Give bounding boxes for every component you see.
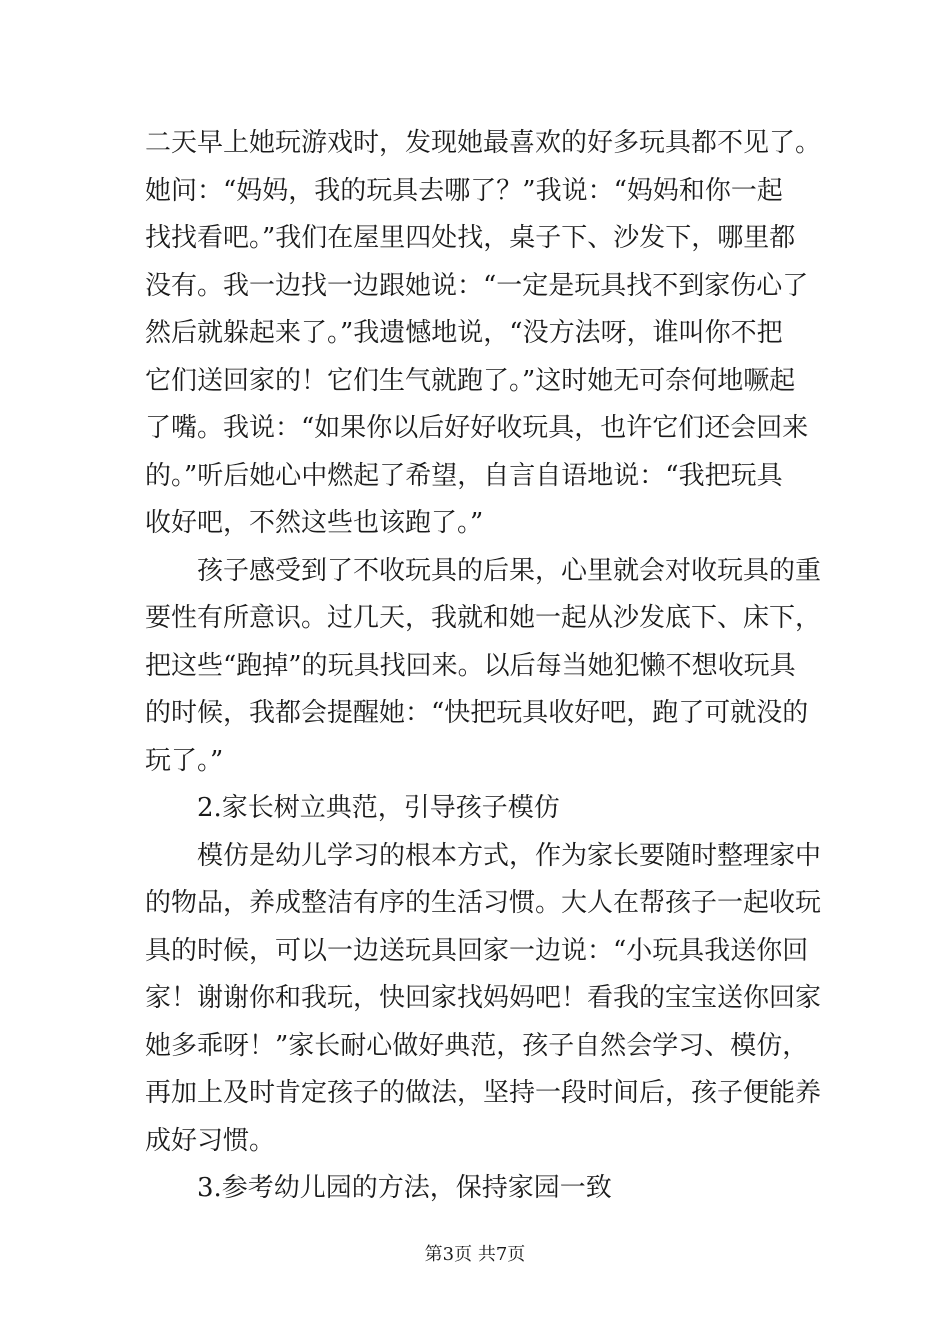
text-line: 她多乖呀！”家长耐心做好典范，孩子自然会学习、模仿， — [145, 1030, 809, 1061]
text-line: 了嘴。我说：“如果你以后好好收玩具，也许它们还会回来 — [145, 413, 809, 443]
text-line: 成好习惯。 — [145, 1125, 276, 1156]
text-line: 她问：“妈妈，我的玩具去哪了？”我说：“妈妈和你一起 — [145, 175, 783, 206]
page-number-footer: 第3页 共7页 — [424, 1244, 526, 1265]
text-line: 把这些“跑掉”的玩具找回来。以后每当她犯懒不想收玩具 — [145, 650, 796, 681]
text-line: 收好吧，不然这些也该跑了。” — [145, 508, 484, 538]
text-line: 然后就躲起来了。”我遗憾地说，“没方法呀，谁叫你不把 — [145, 318, 783, 348]
text-line: 具的时候，可以一边送玩具回家一边说：“小玩具我送你回 — [145, 935, 809, 966]
section-heading: 3.参考幼儿园的方法，保持家园一致 — [197, 1173, 612, 1203]
text-line: 二天早上她玩游戏时，发现她最喜欢的好多玩具都不见了。 — [145, 128, 822, 158]
text-line: 再加上及时肯定孩子的做法，坚持一段时间后，孩子便能养 — [145, 1078, 822, 1108]
text-line: 它们送回家的！它们生气就跑了。”这时她无可奈何地噘起 — [145, 365, 796, 396]
document-body — [145, 120, 822, 1213]
text-line: 玩了。” — [145, 745, 224, 776]
section-heading: 2.家长树立典范，引导孩子模仿 — [197, 793, 560, 823]
text-line: 的物品，养成整洁有序的生活习惯。大人在帮孩子一起收玩 — [145, 888, 822, 918]
paragraph-start-line: 孩子感受到了不收玩具的后果，心里就会对收玩具的重 — [197, 555, 822, 586]
text-line: 的时候，我都会提醒她：“快把玩具收好吧，跑了可就没的 — [145, 698, 809, 728]
text-line: 没有。我一边找一边跟她说：“一定是玩具找不到家伤心了 — [145, 270, 809, 301]
text-line: 家！谢谢你和我玩，快回家找妈妈吧！看我的宝宝送你回家 — [145, 983, 822, 1013]
paragraph-start-line: 模仿是幼儿学习的根本方式，作为家长要随时整理家中 — [197, 840, 822, 871]
text-line: 找找看吧。”我们在屋里四处找，桌子下、沙发下，哪里都 — [145, 223, 796, 253]
text-line: 要性有所意识。过几天，我就和她一起从沙发底下、床下， — [145, 603, 822, 633]
text-line: 的。”听后她心中燃起了希望，自言自语地说：“我把玩具 — [145, 460, 783, 491]
